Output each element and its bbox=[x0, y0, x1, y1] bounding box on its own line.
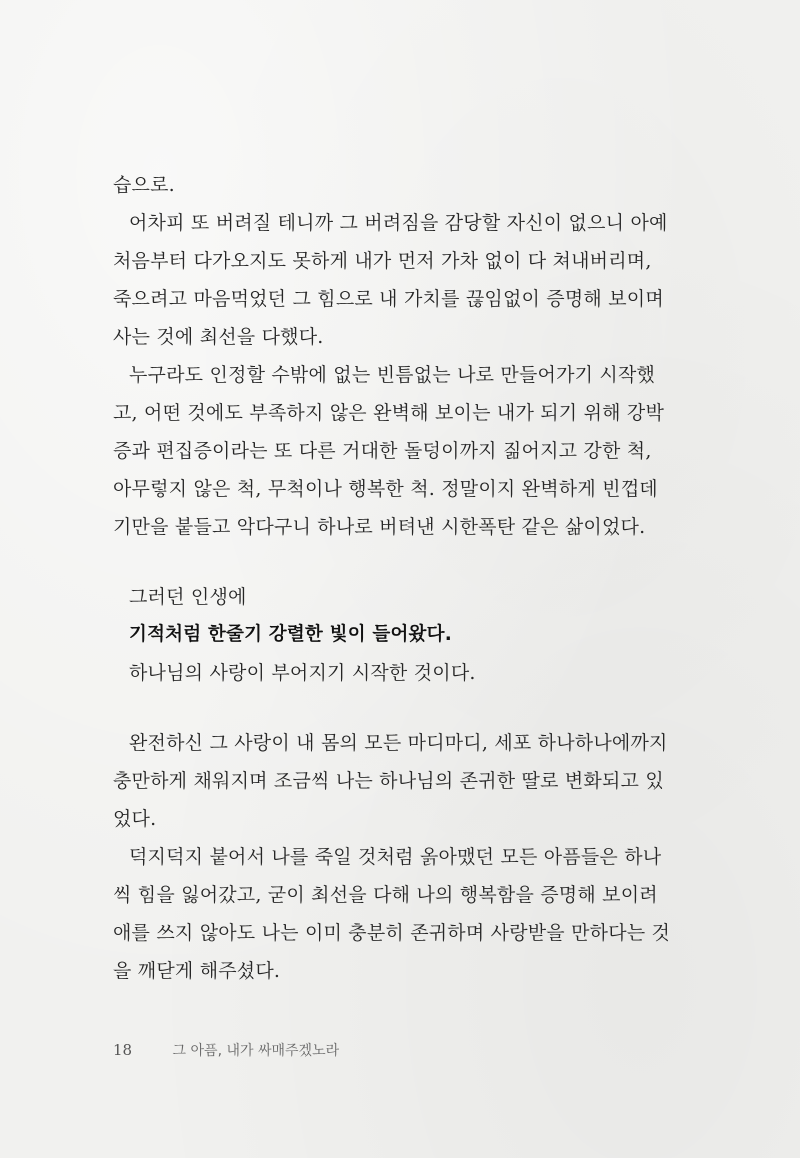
text-line: 씩 힘을 잃어갔고, 굳이 최선을 다해 나의 행복함을 증명해 보이려 bbox=[113, 884, 658, 906]
text-line: 하나님의 사랑이 부어지기 시작한 것이다. bbox=[129, 662, 476, 684]
text-line: 그러던 인생에 bbox=[129, 586, 247, 608]
text-line: 고, 어떤 것에도 부족하지 않은 완벽해 보이는 내가 되기 위해 강박 bbox=[113, 402, 665, 424]
paragraph-gap bbox=[113, 546, 673, 578]
paragraph-4 bbox=[113, 724, 673, 838]
text-line: 습으로. bbox=[113, 174, 175, 196]
text-line: 죽으려고 마음먹었던 그 힘으로 내 가치를 끊임없이 증명해 보이며 bbox=[113, 288, 664, 310]
text-line: 완전하신 그 사랑이 내 몸의 모든 마디마디, 세포 하나하나에까지 bbox=[129, 732, 668, 754]
text-line: 애를 쓰지 않아도 나는 이미 충분히 존귀하며 사랑받을 만하다는 것 bbox=[113, 922, 671, 944]
text-line: 었다. bbox=[113, 808, 157, 830]
page-number: 18 bbox=[113, 1041, 133, 1059]
text-line: 어차피 또 버려질 테니까 그 버려짐을 감당할 자신이 없으니 아예 bbox=[129, 212, 668, 234]
paragraph-2 bbox=[113, 356, 673, 546]
paragraph-1 bbox=[113, 166, 673, 356]
paragraph-3 bbox=[113, 578, 673, 692]
text-line: 증과 편집증이라는 또 다른 거대한 돌덩이까지 짊어지고 강한 척, bbox=[113, 440, 652, 462]
text-line: 기만을 붙들고 악다구니 하나로 버텨낸 시한폭탄 같은 삶이었다. bbox=[113, 516, 646, 538]
body-text bbox=[113, 166, 673, 990]
text-line: 처음부터 다가오지도 못하게 내가 먼저 가차 없이 다 쳐내버리며, bbox=[113, 250, 652, 272]
paragraph-gap bbox=[113, 692, 673, 724]
emphasis-line: 기적처럼 한줄기 강렬한 빛이 들어왔다. bbox=[129, 624, 452, 645]
text-line: 충만하게 채워지며 조금씩 나는 하나님의 존귀한 딸로 변화되고 있 bbox=[113, 770, 664, 792]
text-line: 덕지덕지 붙어서 나를 죽일 것처럼 옭아맸던 모든 아픔들은 하나 bbox=[129, 846, 662, 868]
text-line: 사는 것에 최선을 다했다. bbox=[113, 326, 324, 348]
page-footer bbox=[113, 1038, 339, 1062]
text-line: 아무렇지 않은 척, 무척이나 행복한 척. 정말이지 완벽하게 빈껍데 bbox=[113, 478, 658, 500]
text-line: 누구라도 인정할 수밖에 없는 빈틈없는 나로 만들어가기 시작했 bbox=[129, 364, 656, 386]
running-title: 그 아픔, 내가 싸매주겠노라 bbox=[172, 1043, 340, 1059]
paragraph-5 bbox=[113, 838, 673, 990]
text-line: 을 깨닫게 해주셨다. bbox=[113, 960, 281, 982]
